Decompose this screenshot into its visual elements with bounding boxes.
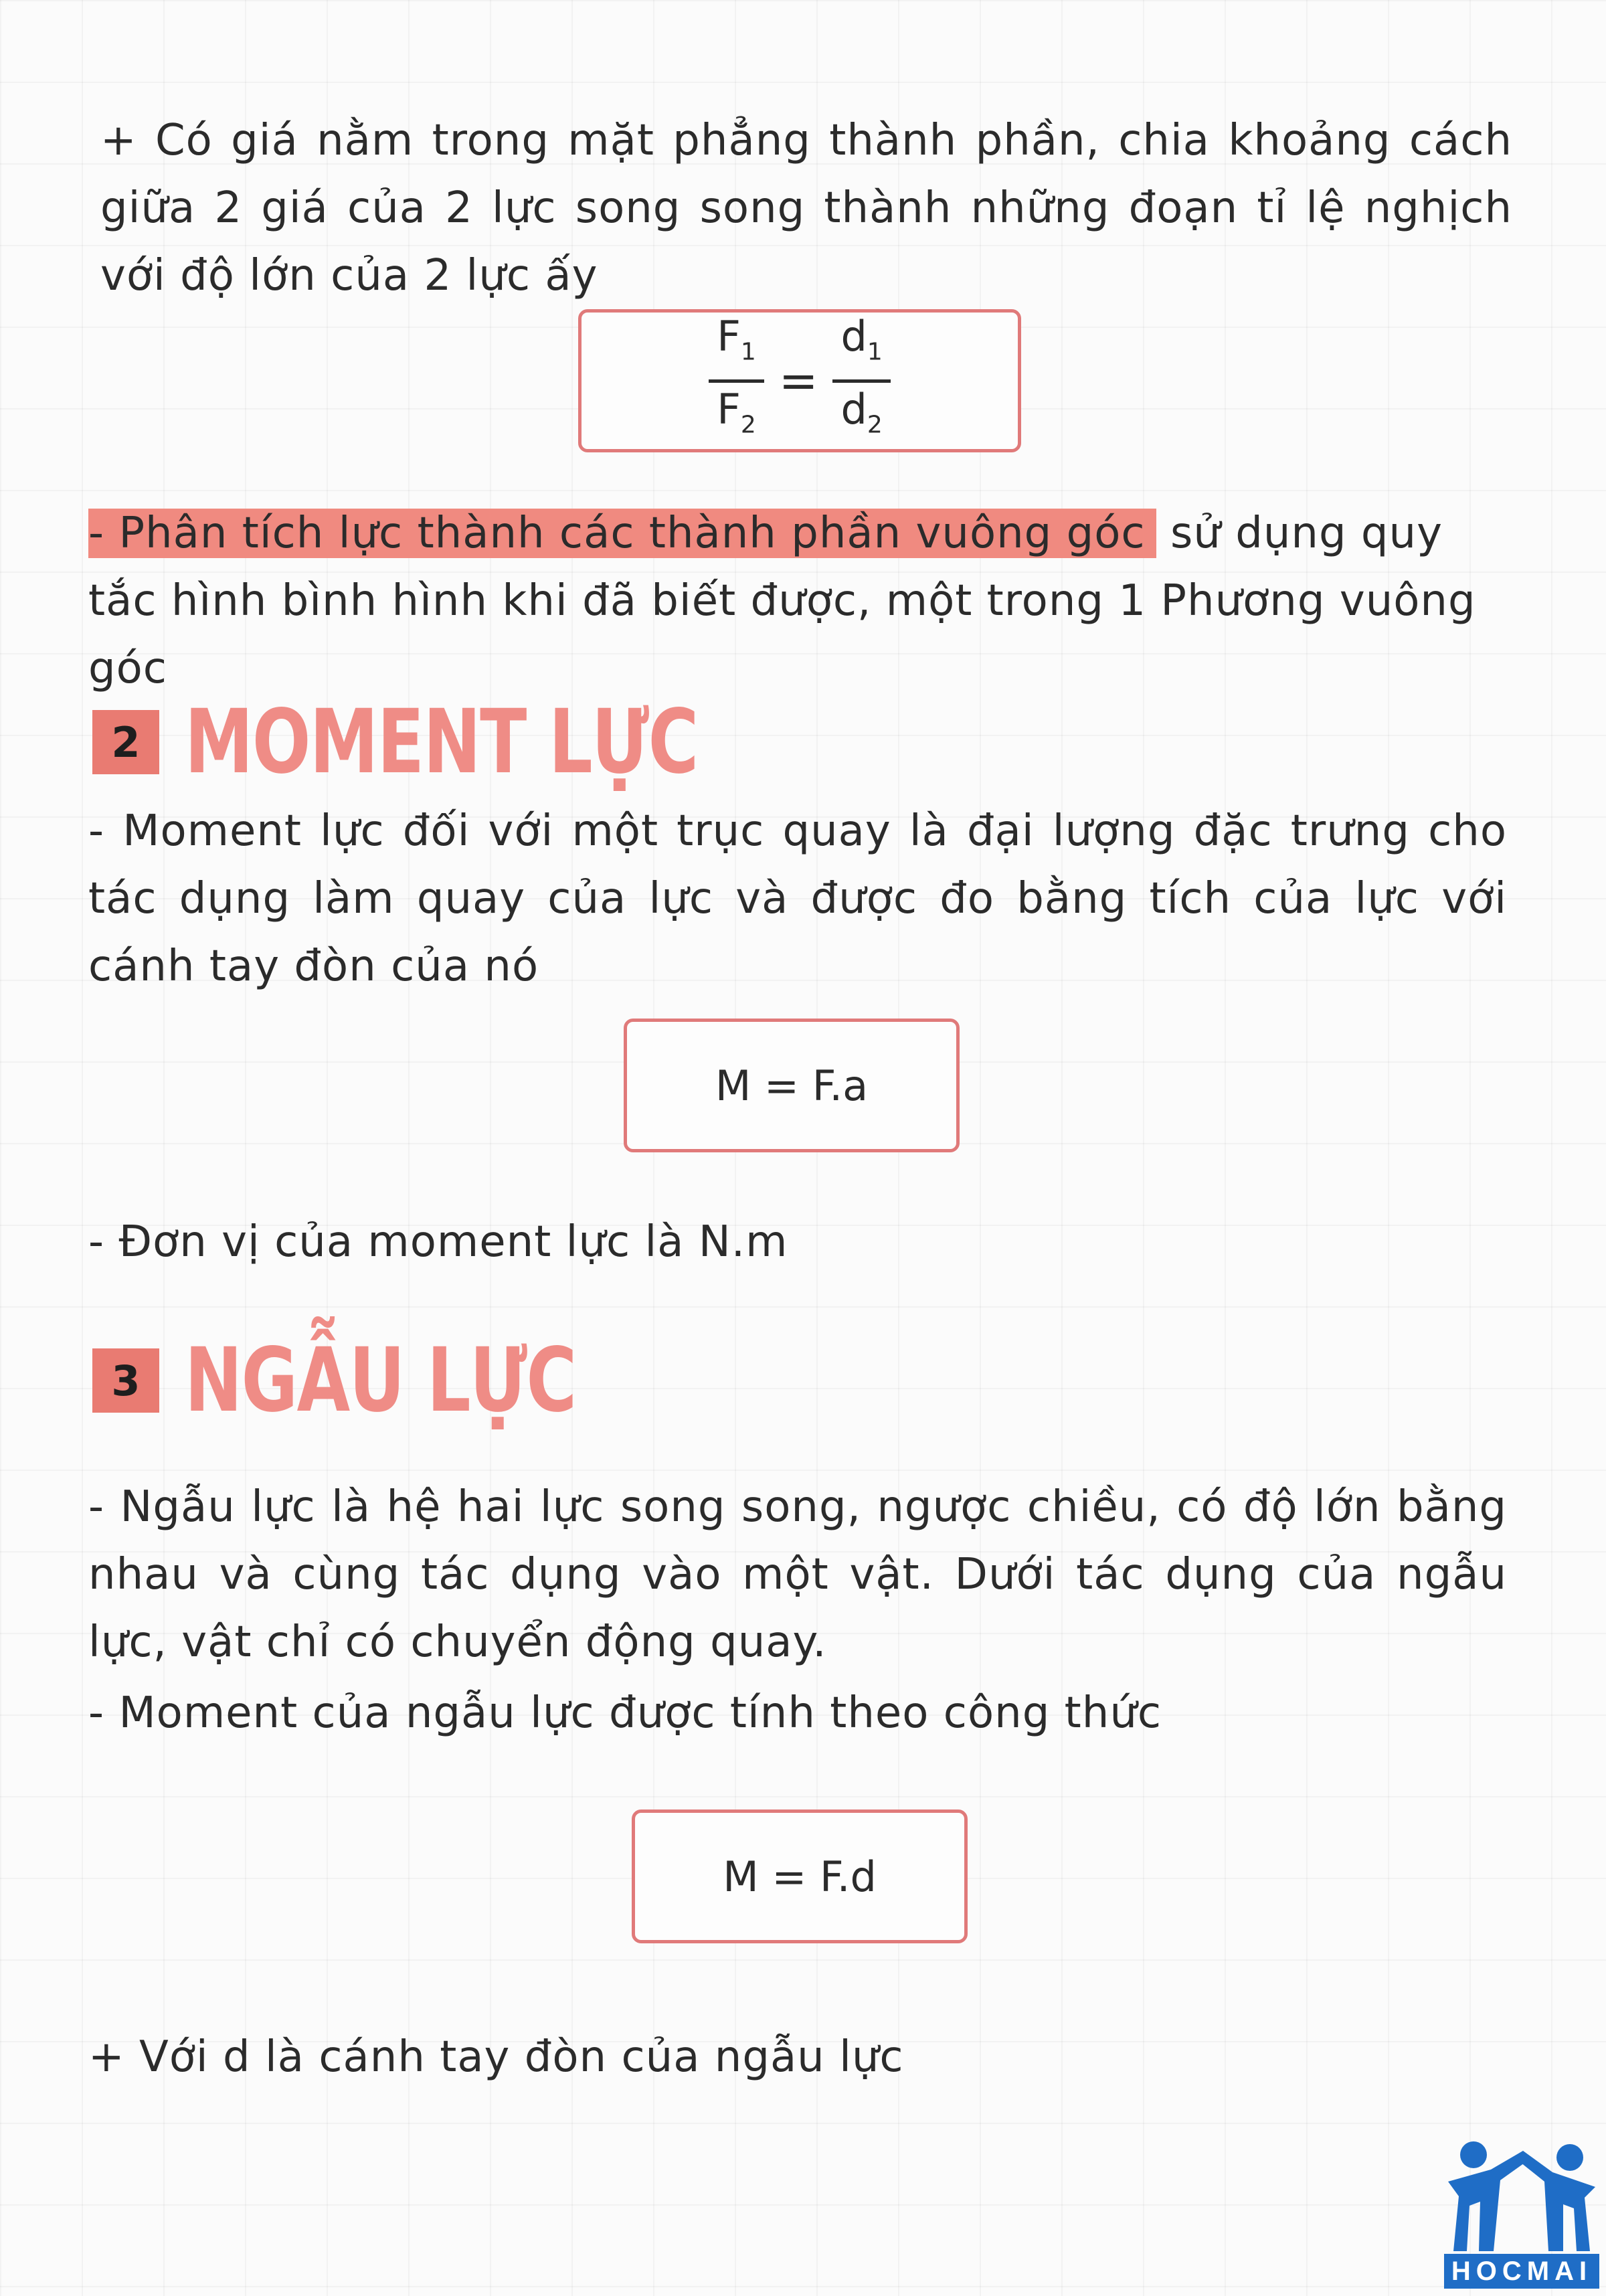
paragraph-couple-note <box>88 2024 1507 2091</box>
section-number-badge: 3 <box>92 1348 159 1413</box>
highlighted-text: - Phân tích lực thành các thành phần vuông góc <box>88 509 1156 558</box>
formula-box-couple <box>632 1809 968 1943</box>
subscript-1: 1 <box>740 338 756 366</box>
section-title: MOMENT LỰC <box>185 691 698 794</box>
logo-figures-icon <box>1444 2135 1599 2254</box>
symbol-d2: d <box>840 384 867 434</box>
symbol-f2: F <box>717 384 741 434</box>
formula-box-moment <box>624 1019 960 1152</box>
paragraph-text: sử dụng quy tắc hình bình hình khi đã biết được, một trong 1 Phương vuông góc <box>88 509 1476 693</box>
paragraph-text: - Đơn vị của moment lực là N.m <box>88 1217 788 1267</box>
hocmai-logo <box>1444 2135 1599 2289</box>
fraction-d1-d2 <box>832 310 890 452</box>
paragraph-text: - Moment của ngẫu lực được tính theo công thức <box>88 1688 1162 1738</box>
section-heading-moment <box>92 691 842 794</box>
subscript-1: 1 <box>867 338 883 366</box>
section-heading-couple <box>92 1329 686 1432</box>
paragraph-text: - Moment lực đối với một trục quay là đại lượng đặc trưng cho tác dụng làm quay của lực và được đo bằng tích của lực với cánh tay đòn của nó <box>88 806 1507 991</box>
subscript-2: 2 <box>867 410 883 438</box>
section-title: NGẪU LỰC <box>185 1329 576 1432</box>
paragraph-text: + Có giá nằm trong mặt phẳng thành phần, chia khoảng cách giữa 2 giá của 2 lực song song thành những đoạn tỉ lệ nghịch với độ lớn của 2 lực ấy <box>100 116 1512 300</box>
paragraph-moment-definition <box>88 798 1507 1000</box>
formula-couple-moment: M = F.d <box>723 1852 877 1901</box>
fraction-f1-f2 <box>709 310 764 452</box>
paragraph-couple-definition <box>88 1474 1507 1676</box>
section-number-badge: 2 <box>92 710 159 774</box>
paragraph-text: + Với d là cánh tay đòn của ngẫu lực <box>88 2032 904 2082</box>
paragraph-moment-unit <box>88 1209 1507 1276</box>
paragraph-couple-formula-intro <box>88 1680 1507 1747</box>
paragraph-decomposition <box>88 500 1507 703</box>
paragraph-parallel-forces <box>100 107 1512 310</box>
formula-box-ratio <box>578 309 1021 452</box>
equals-sign: = <box>778 353 818 408</box>
formula-moment: M = F.a <box>715 1061 869 1110</box>
symbol-f1: F <box>717 312 741 361</box>
logo-text: HOCMAI <box>1444 2254 1599 2289</box>
paragraph-text: - Ngẫu lực là hệ hai lực song song, ngược chiều, có độ lớn bằng nhau và cùng tác dụng vào một vật. Dưới tác dụng của ngẫu lực, vật chỉ có chuyển động quay. <box>88 1482 1507 1667</box>
subscript-2: 2 <box>740 410 756 438</box>
symbol-d1: d <box>840 312 867 361</box>
